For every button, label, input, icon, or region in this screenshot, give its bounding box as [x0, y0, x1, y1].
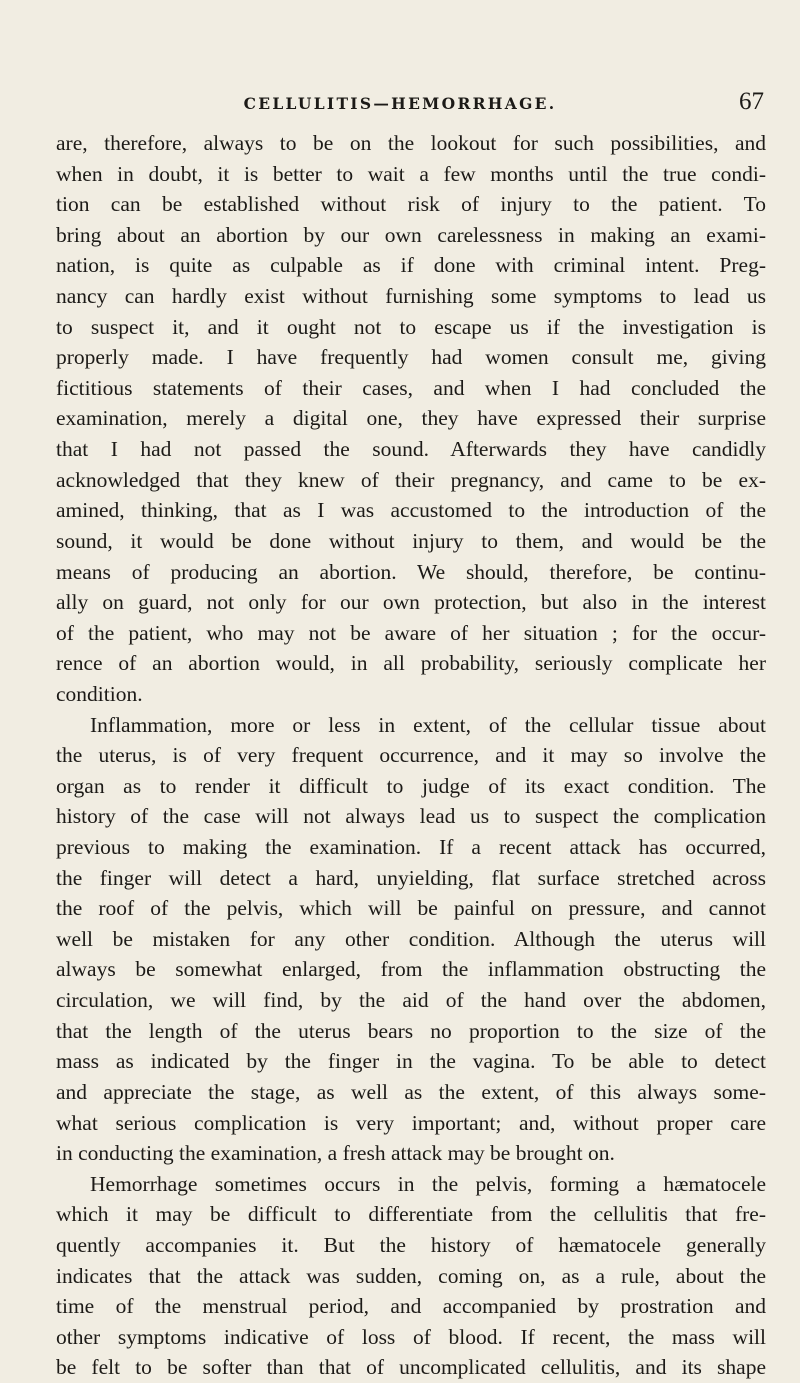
- text-line: always be somewhat enlarged, from the inflammation obstructing the: [56, 957, 766, 982]
- text-line: rence of an abortion would, in all probability, seriously complicate her: [56, 651, 766, 676]
- text-line: in conducting the examination, a fresh attack may be brought on.: [56, 1141, 615, 1166]
- text-line: time of the menstrual period, and accompanied by prostration and: [56, 1294, 766, 1319]
- running-title: CELLULITIS—HEMORRHAGE.: [243, 94, 557, 113]
- text-line: the finger will detect a hard, unyielding, flat surface stretched across: [56, 865, 766, 890]
- text-line: bring about an abortion by our own carelessness in making an exami-: [56, 222, 766, 247]
- text-line: previous to making the examination. If a recent attack has occurred,: [56, 835, 766, 860]
- text-line: history of the case will not always lead us to suspect the complication: [56, 804, 766, 829]
- text-line: well be mistaken for any other condition. Although the uterus will: [56, 926, 766, 951]
- text-line: Inflammation, more or less in extent, of the cellular tissue about: [90, 712, 766, 737]
- body-text: [56, 128, 766, 1383]
- text-line: when in doubt, it is better to wait a few months until the true condi-: [56, 161, 766, 186]
- text-line: that the length of the uterus bears no proportion to the size of the: [56, 1018, 766, 1043]
- text-line: which it may be difficult to differentiate from the cellulitis that fre-: [56, 1202, 766, 1227]
- text-line: and appreciate the stage, as well as the extent, of this always some-: [56, 1079, 766, 1104]
- text-line: tion can be established without risk of injury to the patient. To: [56, 192, 766, 217]
- text-line: ally on guard, not only for our own protection, but also in the interest: [56, 590, 766, 615]
- text-line: quently accompanies it. But the history of hæmatocele generally: [56, 1232, 766, 1257]
- text-line: amined, thinking, that as I was accustomed to the introduction of the: [56, 498, 766, 523]
- text-line: of the patient, who may not be aware of her situation ; for the occur-: [56, 620, 766, 645]
- text-line: to suspect it, and it ought not to escape us if the investigation is: [56, 314, 766, 339]
- text-line: that I had not passed the sound. Afterwards they have candidly: [56, 437, 766, 462]
- text-line: what serious complication is very important; and, without proper care: [56, 1110, 766, 1135]
- text-line: organ as to render it difficult to judge of its exact condition. The: [56, 773, 766, 798]
- page-number: 67: [739, 88, 764, 115]
- text-line: means of producing an abortion. We should, therefore, be continu-: [56, 559, 766, 584]
- text-line: circulation, we will find, by the aid of the hand over the abdomen,: [56, 988, 766, 1013]
- text-line: indicates that the attack was sudden, coming on, as a rule, about the: [56, 1263, 766, 1288]
- text-line: Hemorrhage sometimes occurs in the pelvis, forming a hæmatocele: [90, 1171, 766, 1196]
- text-line: other symptoms indicative of loss of blood. If recent, the mass will: [56, 1324, 766, 1349]
- text-line: nancy can hardly exist without furnishing some symptoms to lead us: [56, 284, 766, 309]
- text-line: fictitious statements of their cases, and when I had concluded the: [56, 375, 766, 400]
- text-line: examination, merely a digital one, they have expressed their surprise: [56, 406, 766, 431]
- text-line: acknowledged that they knew of their pregnancy, and came to be ex-: [56, 467, 766, 492]
- text-line: mass as indicated by the finger in the vagina. To be able to detect: [56, 1049, 766, 1074]
- text-line: condition.: [56, 681, 143, 706]
- text-line: sound, it would be done without injury to them, and would be the: [56, 528, 766, 553]
- text-line: properly made. I have frequently had women consult me, giving: [56, 345, 766, 370]
- running-head: [0, 88, 800, 118]
- text-line: nation, is quite as culpable as if done with criminal intent. Preg-: [56, 253, 766, 278]
- text-line: the roof of the pelvis, which will be painful on pressure, and cannot: [56, 896, 766, 921]
- text-line: be felt to be softer than that of uncomplicated cellulitis, and its shape: [56, 1355, 766, 1380]
- text-line: the uterus, is of very frequent occurrence, and it may so involve the: [56, 743, 766, 768]
- text-line: are, therefore, always to be on the lookout for such possibilities, and: [56, 131, 766, 155]
